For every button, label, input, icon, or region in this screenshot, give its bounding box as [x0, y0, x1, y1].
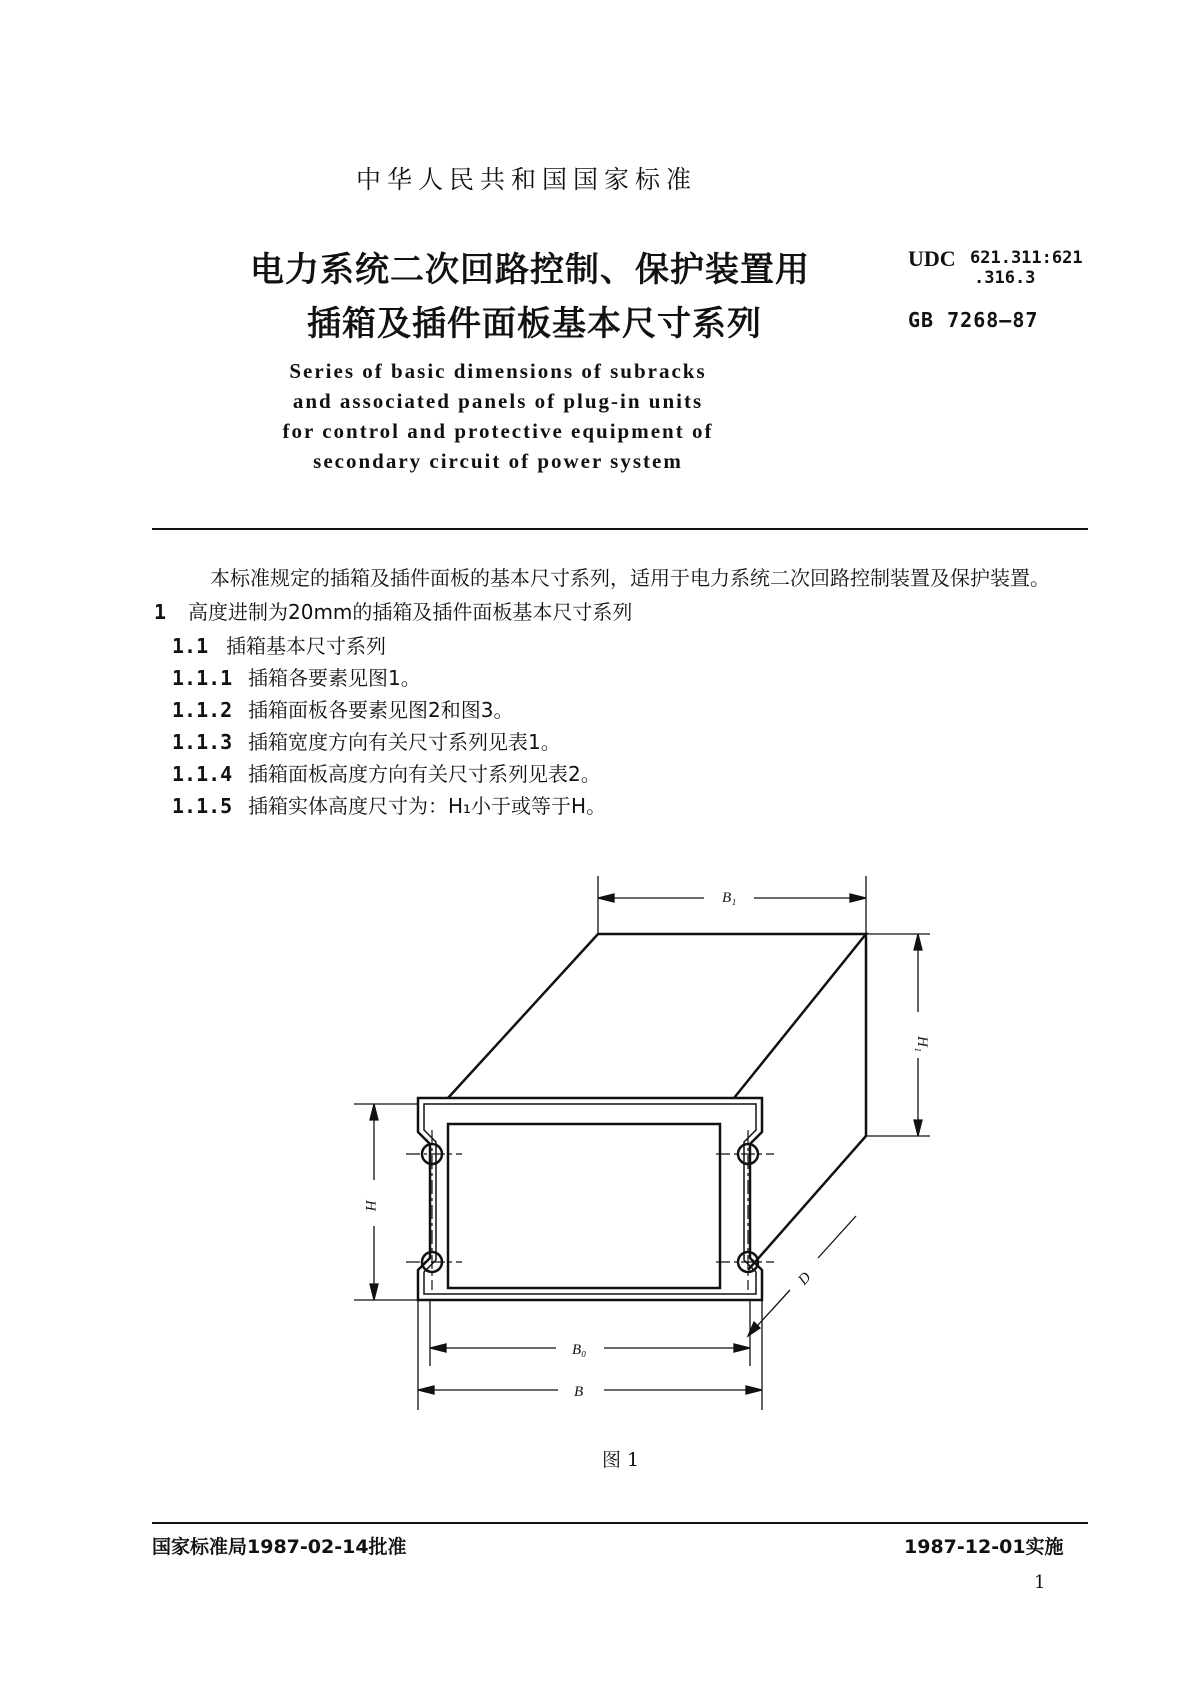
section-number: 1.1.3 — [172, 730, 233, 754]
section-text: 插箱实体高度尺寸为：H₁小于或等于H。 — [248, 794, 607, 818]
approval-date: 国家标准局1987-02-14批准 — [152, 1536, 407, 1558]
udc-code-line1: 621.311:621 — [970, 248, 1083, 268]
intro-paragraph: 本标准规定的插箱及插件面板的基本尺寸系列，适用于电力系统二次回路控制装置及保护装置。 — [210, 566, 1050, 590]
title-en-line3: for control and protective equipment of — [282, 419, 714, 443]
section-text: 插箱面板高度方向有关尺寸系列见表2。 — [248, 762, 601, 786]
section-number: 1.1.1 — [172, 666, 233, 690]
title-cn-line1: 电力系统二次回路控制、保护装置用 — [250, 250, 810, 290]
dim-label-B1: B₁ — [722, 890, 737, 906]
footer-divider — [152, 1522, 1088, 1524]
box-top-face — [448, 934, 866, 1098]
figure-caption: 图 1 — [602, 1449, 640, 1471]
section-text: 插箱宽度方向有关尺寸系列见表1。 — [248, 730, 561, 754]
page-number: 1 — [1034, 1572, 1046, 1593]
dim-label-H: H — [362, 1200, 378, 1211]
front-panel-frame — [418, 1098, 762, 1300]
dim-label-B: B — [574, 1384, 584, 1400]
section-number: 1.1.4 — [172, 762, 233, 786]
udc-code-line2: .316.3 — [974, 268, 1036, 288]
udc-label: UDC — [908, 246, 956, 271]
gb-code: GB 7268—87 — [908, 308, 1039, 332]
front-panel-inner-frame — [424, 1104, 756, 1294]
dim-label-D: D — [795, 1269, 815, 1289]
section-text: 插箱面板各要素见图2和图3。 — [248, 698, 514, 722]
standard-header: 中华人民共和国国家标准 — [356, 165, 698, 194]
section-number: 1.1 — [172, 634, 209, 658]
dim-label-H1: H₁ — [914, 1036, 930, 1053]
section-text: 高度进制为20mm的插箱及插件面板基本尺寸系列 — [188, 600, 633, 624]
section-number: 1.1.5 — [172, 794, 233, 818]
box-bottom-edge — [748, 1136, 866, 1270]
section-number: 1 — [154, 600, 167, 624]
title-en-line1: Series of basic dimensions of subracks — [289, 359, 707, 383]
front-panel-opening — [448, 1124, 720, 1288]
title-cn-line2: 插箱及插件面板基本尺寸系列 — [307, 304, 762, 344]
section-text: 插箱各要素见图1。 — [248, 666, 421, 690]
dim-label-B0: B₀ — [572, 1342, 587, 1358]
effective-date: 1987-12-01实施 — [904, 1536, 1064, 1558]
title-en-line4: secondary circuit of power system — [313, 449, 683, 473]
section-number: 1.1.2 — [172, 698, 233, 722]
section-text: 插箱基本尺寸系列 — [226, 634, 386, 658]
title-en-line2: and associated panels of plug-in units — [292, 389, 704, 413]
